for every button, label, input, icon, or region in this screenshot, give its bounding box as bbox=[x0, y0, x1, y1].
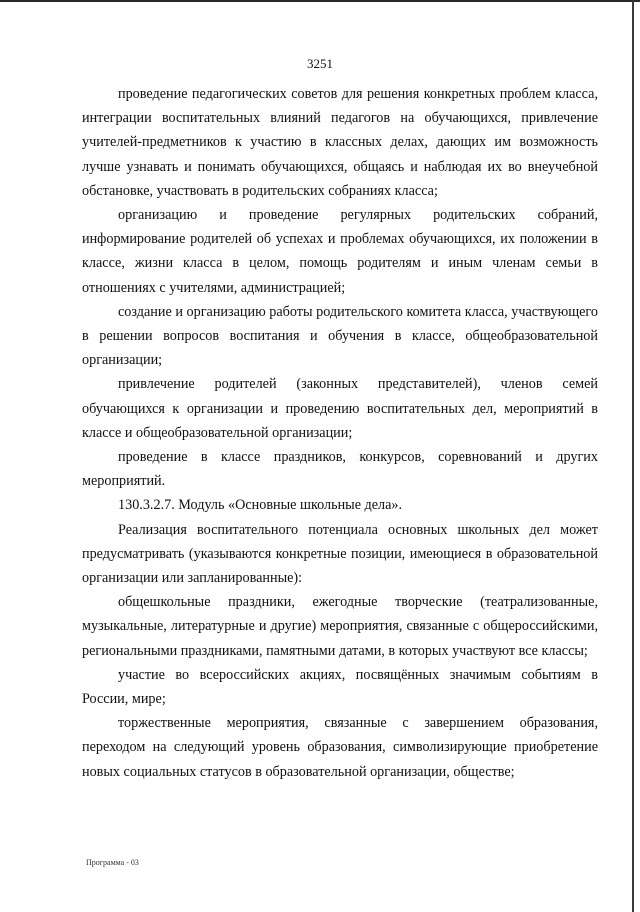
paragraph: торжественные мероприятия, связанные с завершением образования, переходом на следующий уровень образования, символизирующие приобретение новых социальных статусов в образовательной организации, обществе; bbox=[82, 715, 598, 780]
paragraph: общешкольные праздники, ежегодные творческие (театрализованные, музыкальные, литературные и другие) мероприятия, связанные с общероссийскими, региональными праздниками, памятными датами, в которых участвуют все классы; bbox=[82, 594, 598, 659]
page-number: 3251 bbox=[307, 56, 333, 71]
paragraph: организацию и проведение регулярных родительских собраний, информирование родителей об успехах и проблемах обучающихся, их положении в классе, жизни класса в целом, помощь родителям и иным членам семьи в отношениях с учителями, администрацией; bbox=[82, 207, 598, 296]
paragraph: участие во всероссийских акциях, посвящённых значимым событиям в России, мире; bbox=[82, 666, 598, 708]
paragraph: проведение в классе праздников, конкурсов, соревнований и других мероприятий. bbox=[82, 449, 598, 490]
document-body bbox=[82, 82, 598, 784]
section-heading: 130.3.2.7. Модуль «Основные школьные дела». bbox=[118, 497, 403, 514]
paragraph: привлечение родителей (законных представителей), членов семей обучающихся к организации и проведению воспитательных дел, мероприятий в классе и общеобразовательной организации; bbox=[82, 376, 598, 441]
paragraph: создание и организацию работы родительского комитета класса, участвующего в решении вопросов воспитания и обучения в классе, общеобразовательной организации; bbox=[82, 303, 598, 369]
scan-edge-right bbox=[632, 0, 634, 912]
paragraph: проведение педагогических советов для решения конкретных проблем класса, интеграции воспитательных влияний педагогов на обучающихся, привлечение учителей-предметников к участию в классных делах, дающих им возможность лучше узнавать и понимать обучающихся, общаясь и наблюдая их во внеучебной обстановке, участвовать в родительских собраниях класса; bbox=[82, 86, 598, 199]
scan-edge-top bbox=[0, 0, 640, 2]
paragraph: Реализация воспитательного потенциала основных школьных дел может предусматривать (указываются конкретные позиции, имеющиеся в образовательной организации или запланированные): bbox=[82, 521, 598, 587]
footer-label: Программа - 03 bbox=[86, 858, 139, 867]
